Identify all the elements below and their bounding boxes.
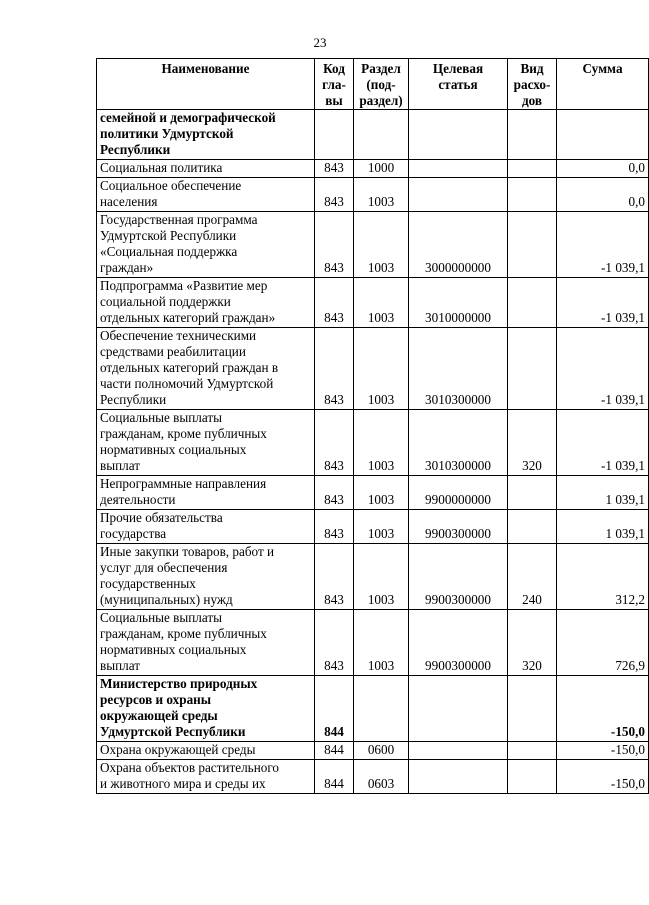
name-line: нормативных социальных: [100, 442, 247, 457]
name-line: населения: [100, 194, 158, 209]
cell-target: 9900300000: [409, 544, 508, 610]
cell-sum: -150,0: [557, 676, 649, 742]
cell-target: 9900000000: [409, 476, 508, 510]
table-row: [97, 760, 649, 794]
cell-target: [409, 676, 508, 742]
cell-expense: [508, 760, 557, 794]
cell-sum: -1 039,1: [557, 410, 649, 476]
table-header-row: [97, 59, 649, 110]
cell-name: [97, 178, 315, 212]
name-line: (муниципальных) нужд: [100, 592, 233, 607]
cell-expense: [508, 328, 557, 410]
name-line: выплат: [100, 658, 141, 673]
cell-expense: [508, 278, 557, 328]
table-row: [97, 212, 649, 278]
cell-sum: -150,0: [557, 742, 649, 760]
table-row: [97, 278, 649, 328]
cell-code: 844: [315, 742, 354, 760]
name-line: Государственная программа: [100, 212, 258, 227]
table-row: [97, 544, 649, 610]
cell-target: 3010300000: [409, 328, 508, 410]
header-name: Наименование: [97, 59, 315, 110]
cell-target: [409, 760, 508, 794]
name-line: «Социальная поддержка: [100, 244, 238, 259]
cell-sum: -1 039,1: [557, 328, 649, 410]
header-expense-line: дов: [521, 93, 543, 108]
cell-code: 843: [315, 160, 354, 178]
cell-code: 843: [315, 476, 354, 510]
name-line: ресурсов и охраны: [100, 692, 212, 707]
cell-expense: [508, 110, 557, 160]
cell-target: [409, 742, 508, 760]
name-line: Охрана окружающей среды: [100, 742, 256, 757]
cell-name: [97, 278, 315, 328]
cell-code: 843: [315, 178, 354, 212]
cell-name: [97, 760, 315, 794]
name-line: отдельных категорий граждан в: [100, 360, 279, 375]
name-line: Удмуртской Республики: [100, 724, 246, 739]
name-line: граждан»: [100, 260, 154, 275]
name-line: государственных: [100, 576, 196, 591]
header-section-line: раздел): [359, 93, 403, 108]
name-line: Республики: [100, 142, 171, 157]
cell-target: [409, 160, 508, 178]
cell-target: [409, 178, 508, 212]
name-line: Подпрограмма «Развитие мер: [100, 278, 268, 293]
table-row: [97, 110, 649, 160]
cell-section: 1003: [354, 278, 409, 328]
header-expense-line: Вид: [520, 61, 544, 76]
name-line: Иные закупки товаров, работ и: [100, 544, 275, 559]
header-section: [354, 59, 409, 110]
page-number: 23: [313, 35, 327, 50]
cell-code: 843: [315, 544, 354, 610]
cell-expense: 240: [508, 544, 557, 610]
cell-expense: 320: [508, 610, 557, 676]
cell-section: [354, 110, 409, 160]
name-line: Социальные выплаты: [100, 610, 222, 625]
name-line: нормативных социальных: [100, 642, 247, 657]
cell-code: 843: [315, 328, 354, 410]
table-row: [97, 476, 649, 510]
cell-expense: [508, 476, 557, 510]
name-line: Социальное обеспечение: [100, 178, 242, 193]
cell-name: [97, 544, 315, 610]
budget-table: [96, 58, 649, 794]
table-row: [97, 510, 649, 544]
cell-sum: [557, 110, 649, 160]
cell-expense: [508, 510, 557, 544]
cell-name: [97, 410, 315, 476]
cell-code: 844: [315, 760, 354, 794]
header-target-line: Целевая: [432, 61, 484, 76]
cell-code: 843: [315, 410, 354, 476]
cell-sum: -1 039,1: [557, 212, 649, 278]
name-line: и животного мира и среды их: [100, 776, 266, 791]
cell-name: [97, 160, 315, 178]
cell-code: 843: [315, 610, 354, 676]
table-row: [97, 410, 649, 476]
cell-expense: [508, 742, 557, 760]
cell-expense: 320: [508, 410, 557, 476]
cell-code: 843: [315, 212, 354, 278]
cell-section: 1003: [354, 178, 409, 212]
name-line: Охрана объектов растительного: [100, 760, 280, 775]
name-line: политики Удмуртской: [100, 126, 234, 141]
cell-name: [97, 610, 315, 676]
cell-sum: -1 039,1: [557, 278, 649, 328]
cell-section: 1003: [354, 212, 409, 278]
cell-sum: 0,0: [557, 178, 649, 212]
name-line: Прочие обязательства: [100, 510, 223, 525]
cell-expense: [508, 676, 557, 742]
header-target: [409, 59, 508, 110]
name-line: Министерство природных: [100, 676, 258, 691]
cell-name: [97, 476, 315, 510]
table-body: [97, 110, 649, 794]
header-code: [315, 59, 354, 110]
table-row: [97, 160, 649, 178]
name-line: деятельности: [100, 492, 176, 507]
cell-section: 1003: [354, 510, 409, 544]
cell-code: [315, 110, 354, 160]
header-section-line: Раздел: [361, 61, 401, 76]
table-row: [97, 742, 649, 760]
cell-section: [354, 676, 409, 742]
name-line: выплат: [100, 458, 141, 473]
name-line: отдельных категорий граждан»: [100, 310, 276, 325]
header-code-line: вы: [325, 93, 343, 108]
cell-expense: [508, 212, 557, 278]
cell-section: 1003: [354, 610, 409, 676]
header-expense-line: расхо-: [513, 77, 551, 92]
cell-code: 843: [315, 510, 354, 544]
name-line: Республики: [100, 392, 167, 407]
cell-section: 0603: [354, 760, 409, 794]
cell-expense: [508, 178, 557, 212]
name-line: гражданам, кроме публичных: [100, 426, 267, 441]
cell-name: [97, 212, 315, 278]
name-line: семейной и демографической: [100, 110, 276, 125]
cell-target: 9900300000: [409, 510, 508, 544]
header-expense: [508, 59, 557, 110]
cell-section: 1003: [354, 544, 409, 610]
cell-target: 9900300000: [409, 610, 508, 676]
header-code-line: Код: [323, 61, 345, 76]
cell-sum: 726,9: [557, 610, 649, 676]
header-sum: Сумма: [557, 59, 649, 110]
name-line: Обеспечение техническими: [100, 328, 257, 343]
name-line: услуг для обеспечения: [100, 560, 228, 575]
cell-sum: 1 039,1: [557, 510, 649, 544]
header-section-line: (под-: [366, 77, 396, 92]
cell-name: [97, 742, 315, 760]
table-row: [97, 610, 649, 676]
name-line: средствами реабилитации: [100, 344, 246, 359]
cell-target: 3010000000: [409, 278, 508, 328]
name-line: части полномочий Удмуртской: [100, 376, 274, 391]
cell-sum: -150,0: [557, 760, 649, 794]
header-code-line: гла-: [322, 77, 346, 92]
cell-section: 1000: [354, 160, 409, 178]
name-line: Социальные выплаты: [100, 410, 222, 425]
cell-section: 1003: [354, 476, 409, 510]
cell-target: [409, 110, 508, 160]
name-line: социальной поддержки: [100, 294, 231, 309]
cell-name: [97, 110, 315, 160]
table-row: [97, 676, 649, 742]
cell-expense: [508, 160, 557, 178]
cell-target: 3000000000: [409, 212, 508, 278]
table-row: [97, 178, 649, 212]
name-line: гражданам, кроме публичных: [100, 626, 267, 641]
name-line: окружающей среды: [100, 708, 218, 723]
name-line: Социальная политика: [100, 160, 223, 175]
cell-section: 1003: [354, 410, 409, 476]
cell-name: [97, 676, 315, 742]
cell-name: [97, 328, 315, 410]
cell-sum: 0,0: [557, 160, 649, 178]
cell-code: 844: [315, 676, 354, 742]
cell-section: 0600: [354, 742, 409, 760]
cell-sum: 1 039,1: [557, 476, 649, 510]
cell-target: 3010300000: [409, 410, 508, 476]
cell-code: 843: [315, 278, 354, 328]
name-line: Непрограммные направления: [100, 476, 267, 491]
cell-sum: 312,2: [557, 544, 649, 610]
header-target-line: статья: [438, 77, 478, 92]
cell-section: 1003: [354, 328, 409, 410]
cell-name: [97, 510, 315, 544]
table-row: [97, 328, 649, 410]
name-line: Удмуртской Республики: [100, 228, 237, 243]
name-line: государства: [100, 526, 167, 541]
